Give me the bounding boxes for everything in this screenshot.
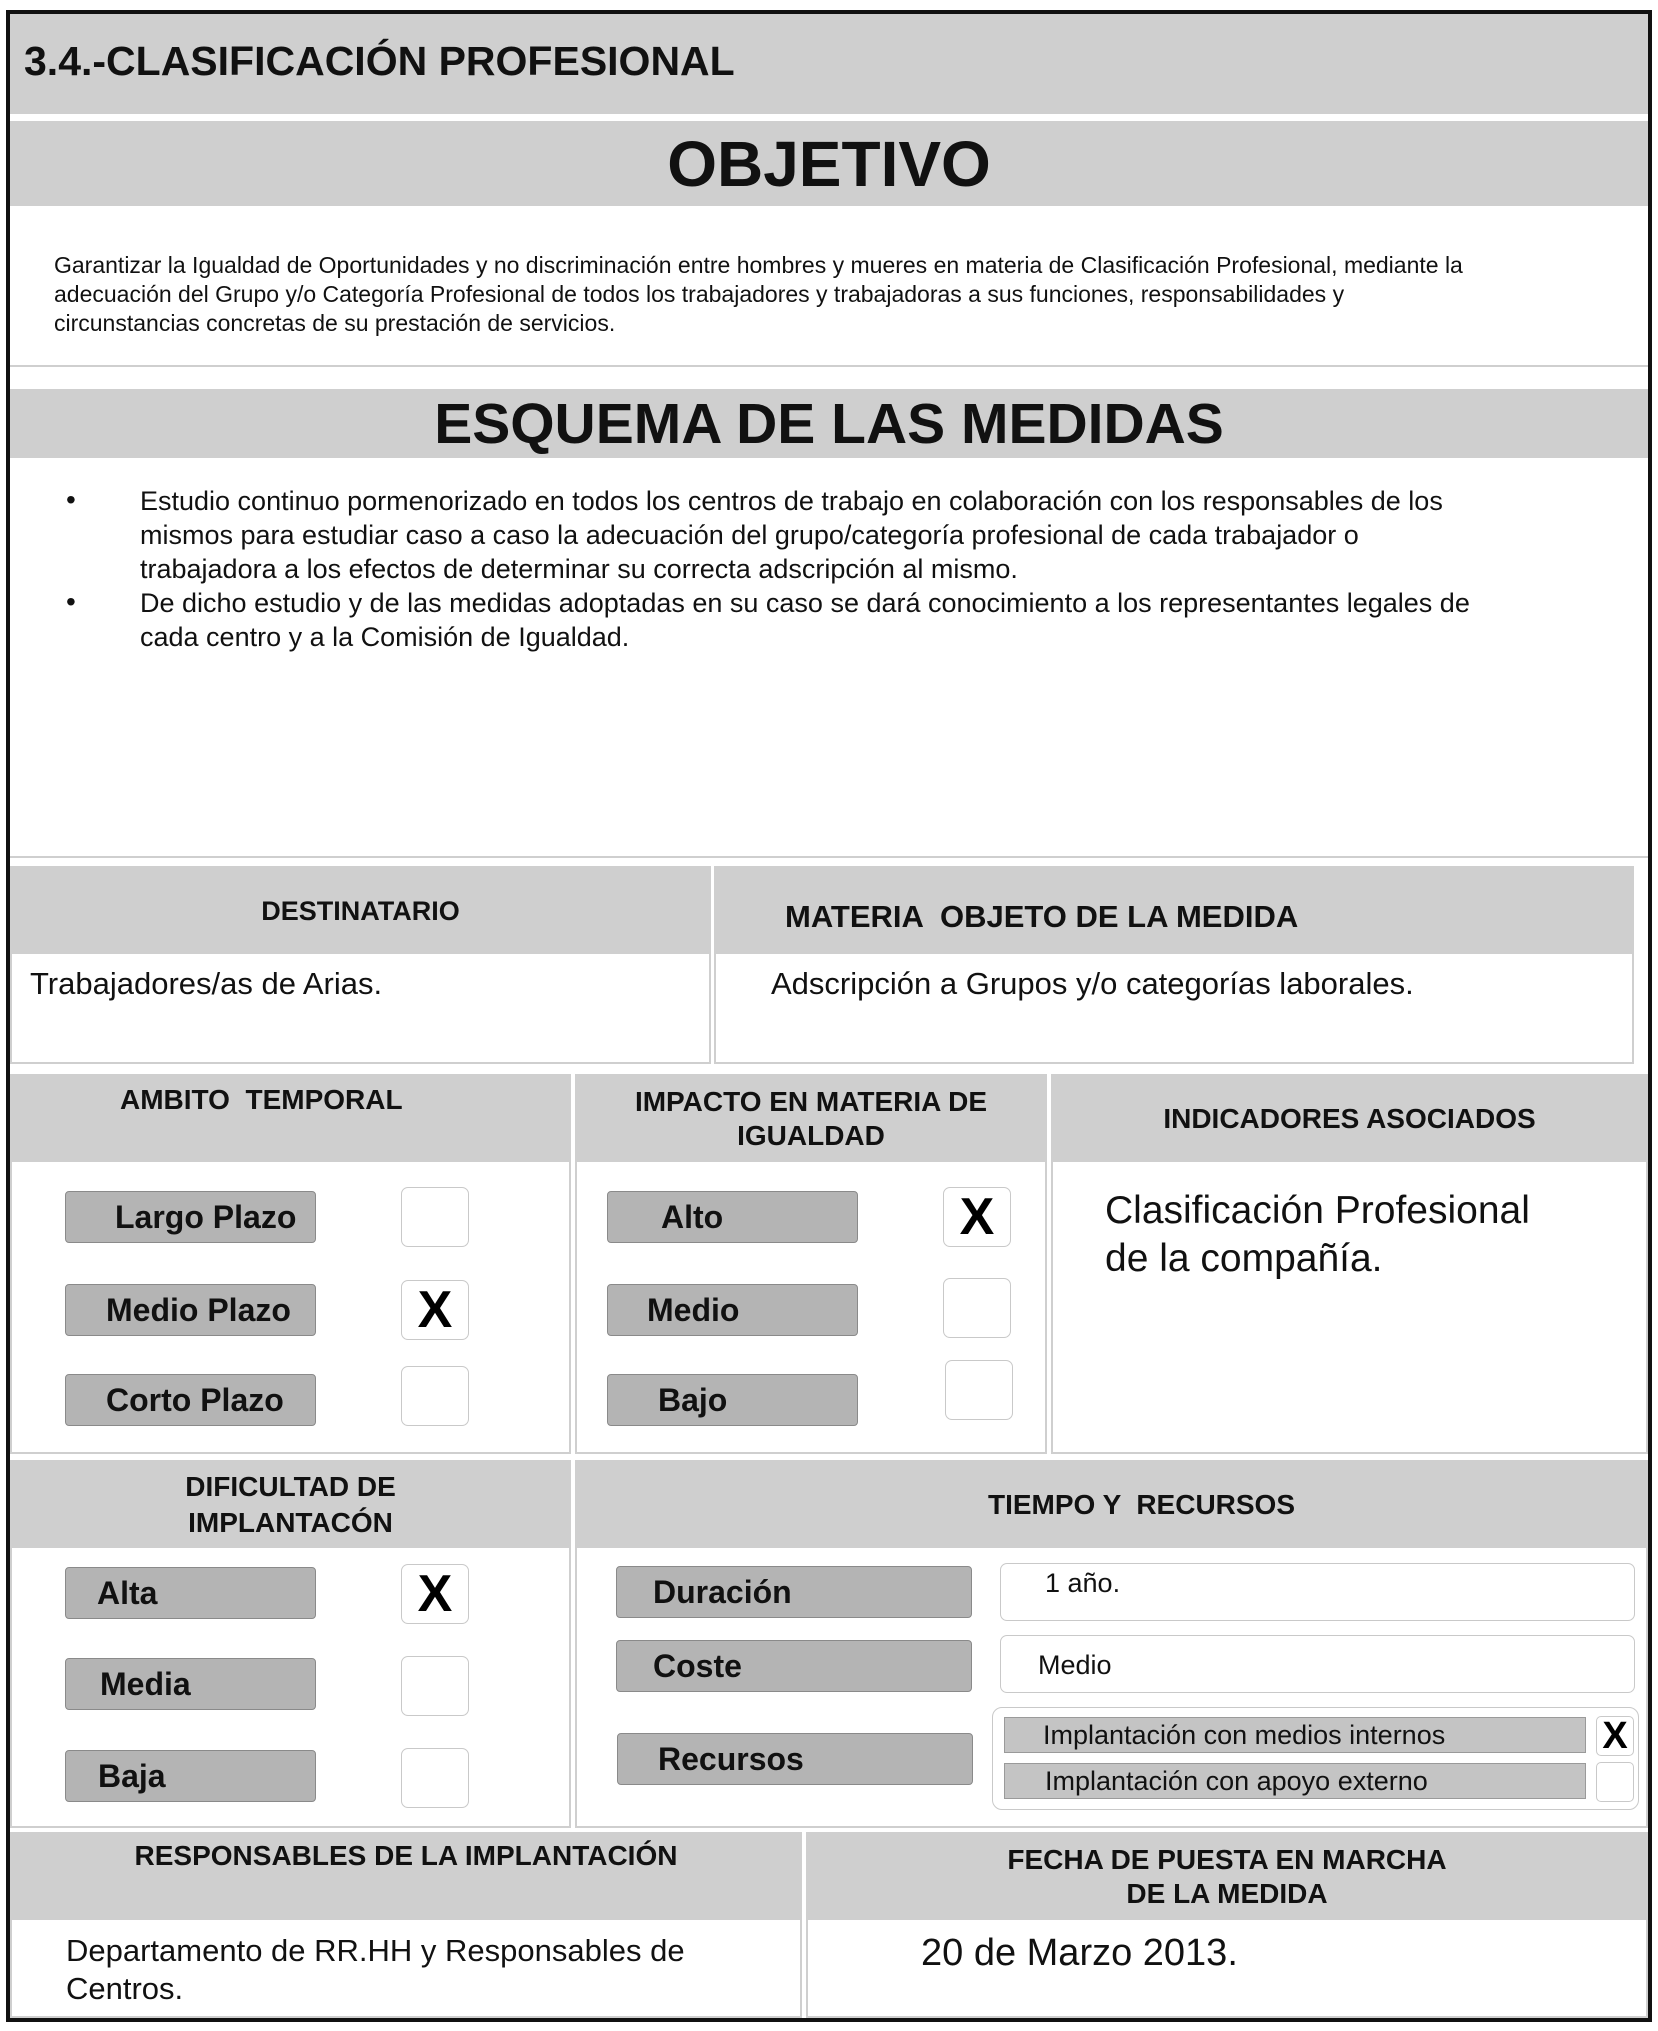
checkbox-medio-plazo[interactable]: X	[401, 1280, 469, 1340]
option-label: Alta	[97, 1574, 158, 1611]
option-corto-plazo[interactable]	[65, 1374, 316, 1426]
responsables-label: RESPONSABLES DE LA IMPLANTACIÓN	[12, 1834, 800, 1920]
scheme-item: De dicho estudio y de las medidas adoptadas en su caso se dará conocimiento a los representantes legales de cada centro y a la Comisión de Igualdad.	[140, 588, 1470, 652]
materia-label: MATERIA OBJETO DE LA MEDIDA	[785, 899, 1299, 934]
option-label: Medio Plazo	[106, 1291, 291, 1328]
option-bajo[interactable]	[607, 1374, 858, 1426]
checkbox-alto[interactable]: X	[943, 1187, 1011, 1247]
scheme-item: Estudio continuo pormenorizado en todos los centros de trabajo en colaboración con los responsables de los mismos para estudiar caso a caso la adecuación del grupo/categoría profesional de cada trabajador o trabajadora a los efectos de determinar su correcta adscripción al mismo.	[140, 486, 1443, 584]
option-alto[interactable]	[607, 1191, 858, 1243]
destinatario-value: Trabajadores/as de Arias.	[30, 966, 383, 1001]
option-alta[interactable]	[65, 1567, 316, 1619]
option-label: Alto	[661, 1198, 724, 1235]
destinatario-label: DESTINATARIO	[12, 868, 709, 954]
checkbox-apoyo-externo[interactable]	[1596, 1762, 1634, 1802]
option-label: Implantación con medios internos	[1043, 1720, 1446, 1750]
recursos-option-internos[interactable]	[1004, 1717, 1586, 1753]
objective-text: Garantizar la Igualdad de Oportunidades y no discriminación entre hombres y mueres en materia de Clasificación Profesional, mediante la adecuación del Grupo y/o Categoría Profesional de todos los trabajadores y trabajadoras a sus funciones, responsabilidades y circunstancias concretas de su prestación de servicios.	[54, 252, 1463, 336]
option-label: Medio	[647, 1291, 740, 1328]
field-label: Recursos	[658, 1740, 804, 1777]
bullet-icon: •	[66, 586, 76, 617]
option-medio[interactable]	[607, 1284, 858, 1336]
recursos-label	[617, 1733, 973, 1785]
fecha-value: 20 de Marzo 2013.	[921, 1932, 1238, 1974]
option-label: Bajo	[658, 1381, 728, 1418]
coste-value: Medio	[1038, 1650, 1112, 1680]
option-largo-plazo[interactable]	[65, 1191, 316, 1243]
duracion-value: 1 año.	[1045, 1568, 1121, 1598]
field-label: Coste	[653, 1647, 742, 1684]
responsables-value: Departamento de RR.HH y Responsables de Centros.	[66, 1933, 685, 2006]
option-label: Baja	[98, 1757, 166, 1794]
coste-label	[616, 1640, 972, 1692]
checkbox-largo-plazo[interactable]	[401, 1187, 469, 1247]
impacto-label: IMPACTO EN MATERIA DE IGUALDAD	[577, 1076, 1045, 1162]
ambito-label: AMBITO TEMPORAL	[120, 1084, 403, 1115]
option-media[interactable]	[65, 1658, 316, 1710]
coste-field[interactable]	[1000, 1635, 1635, 1693]
divider	[10, 856, 1648, 858]
bullet-icon: •	[66, 484, 76, 515]
checkbox-alta[interactable]: X	[401, 1564, 469, 1624]
scheme-heading: ESQUEMA DE LAS MEDIDAS	[10, 389, 1648, 458]
fecha-label: FECHA DE PUESTA EN MARCHA DE LA MEDIDA	[808, 1834, 1646, 1920]
option-baja[interactable]	[65, 1750, 316, 1802]
section-title: 3.4.-CLASIFICACIÓN PROFESIONAL	[24, 38, 735, 84]
option-label: Corto Plazo	[106, 1381, 284, 1418]
checkbox-medios-internos[interactable]: X	[1596, 1716, 1634, 1756]
tiempo-label: TIEMPO Y RECURSOS	[577, 1462, 1646, 1548]
checkbox-baja[interactable]	[401, 1748, 469, 1808]
option-label: Largo Plazo	[115, 1198, 297, 1235]
checkbox-medio[interactable]	[943, 1278, 1011, 1338]
indicadores-label: INDICADORES ASOCIADOS	[1053, 1076, 1646, 1162]
checkbox-media[interactable]	[401, 1656, 469, 1716]
duracion-label	[616, 1566, 972, 1618]
option-label: Media	[100, 1665, 191, 1702]
option-label: Implantación con apoyo externo	[1045, 1766, 1428, 1796]
objective-heading: OBJETIVO	[10, 121, 1648, 206]
indicadores-value: Clasificación Profesional de la compañía.	[1105, 1189, 1530, 1280]
option-medio-plazo[interactable]	[65, 1284, 316, 1336]
checkbox-corto-plazo[interactable]	[401, 1366, 469, 1426]
materia-value: Adscripción a Grupos y/o categorías laborales.	[771, 966, 1414, 1001]
field-label: Duración	[653, 1573, 792, 1610]
recursos-option-externo[interactable]	[1004, 1763, 1586, 1799]
dificultad-label: DIFICULTAD DE IMPLANTACÓN	[12, 1462, 569, 1548]
divider	[10, 365, 1648, 367]
checkbox-bajo[interactable]	[945, 1360, 1013, 1420]
duracion-field[interactable]	[1000, 1563, 1635, 1621]
